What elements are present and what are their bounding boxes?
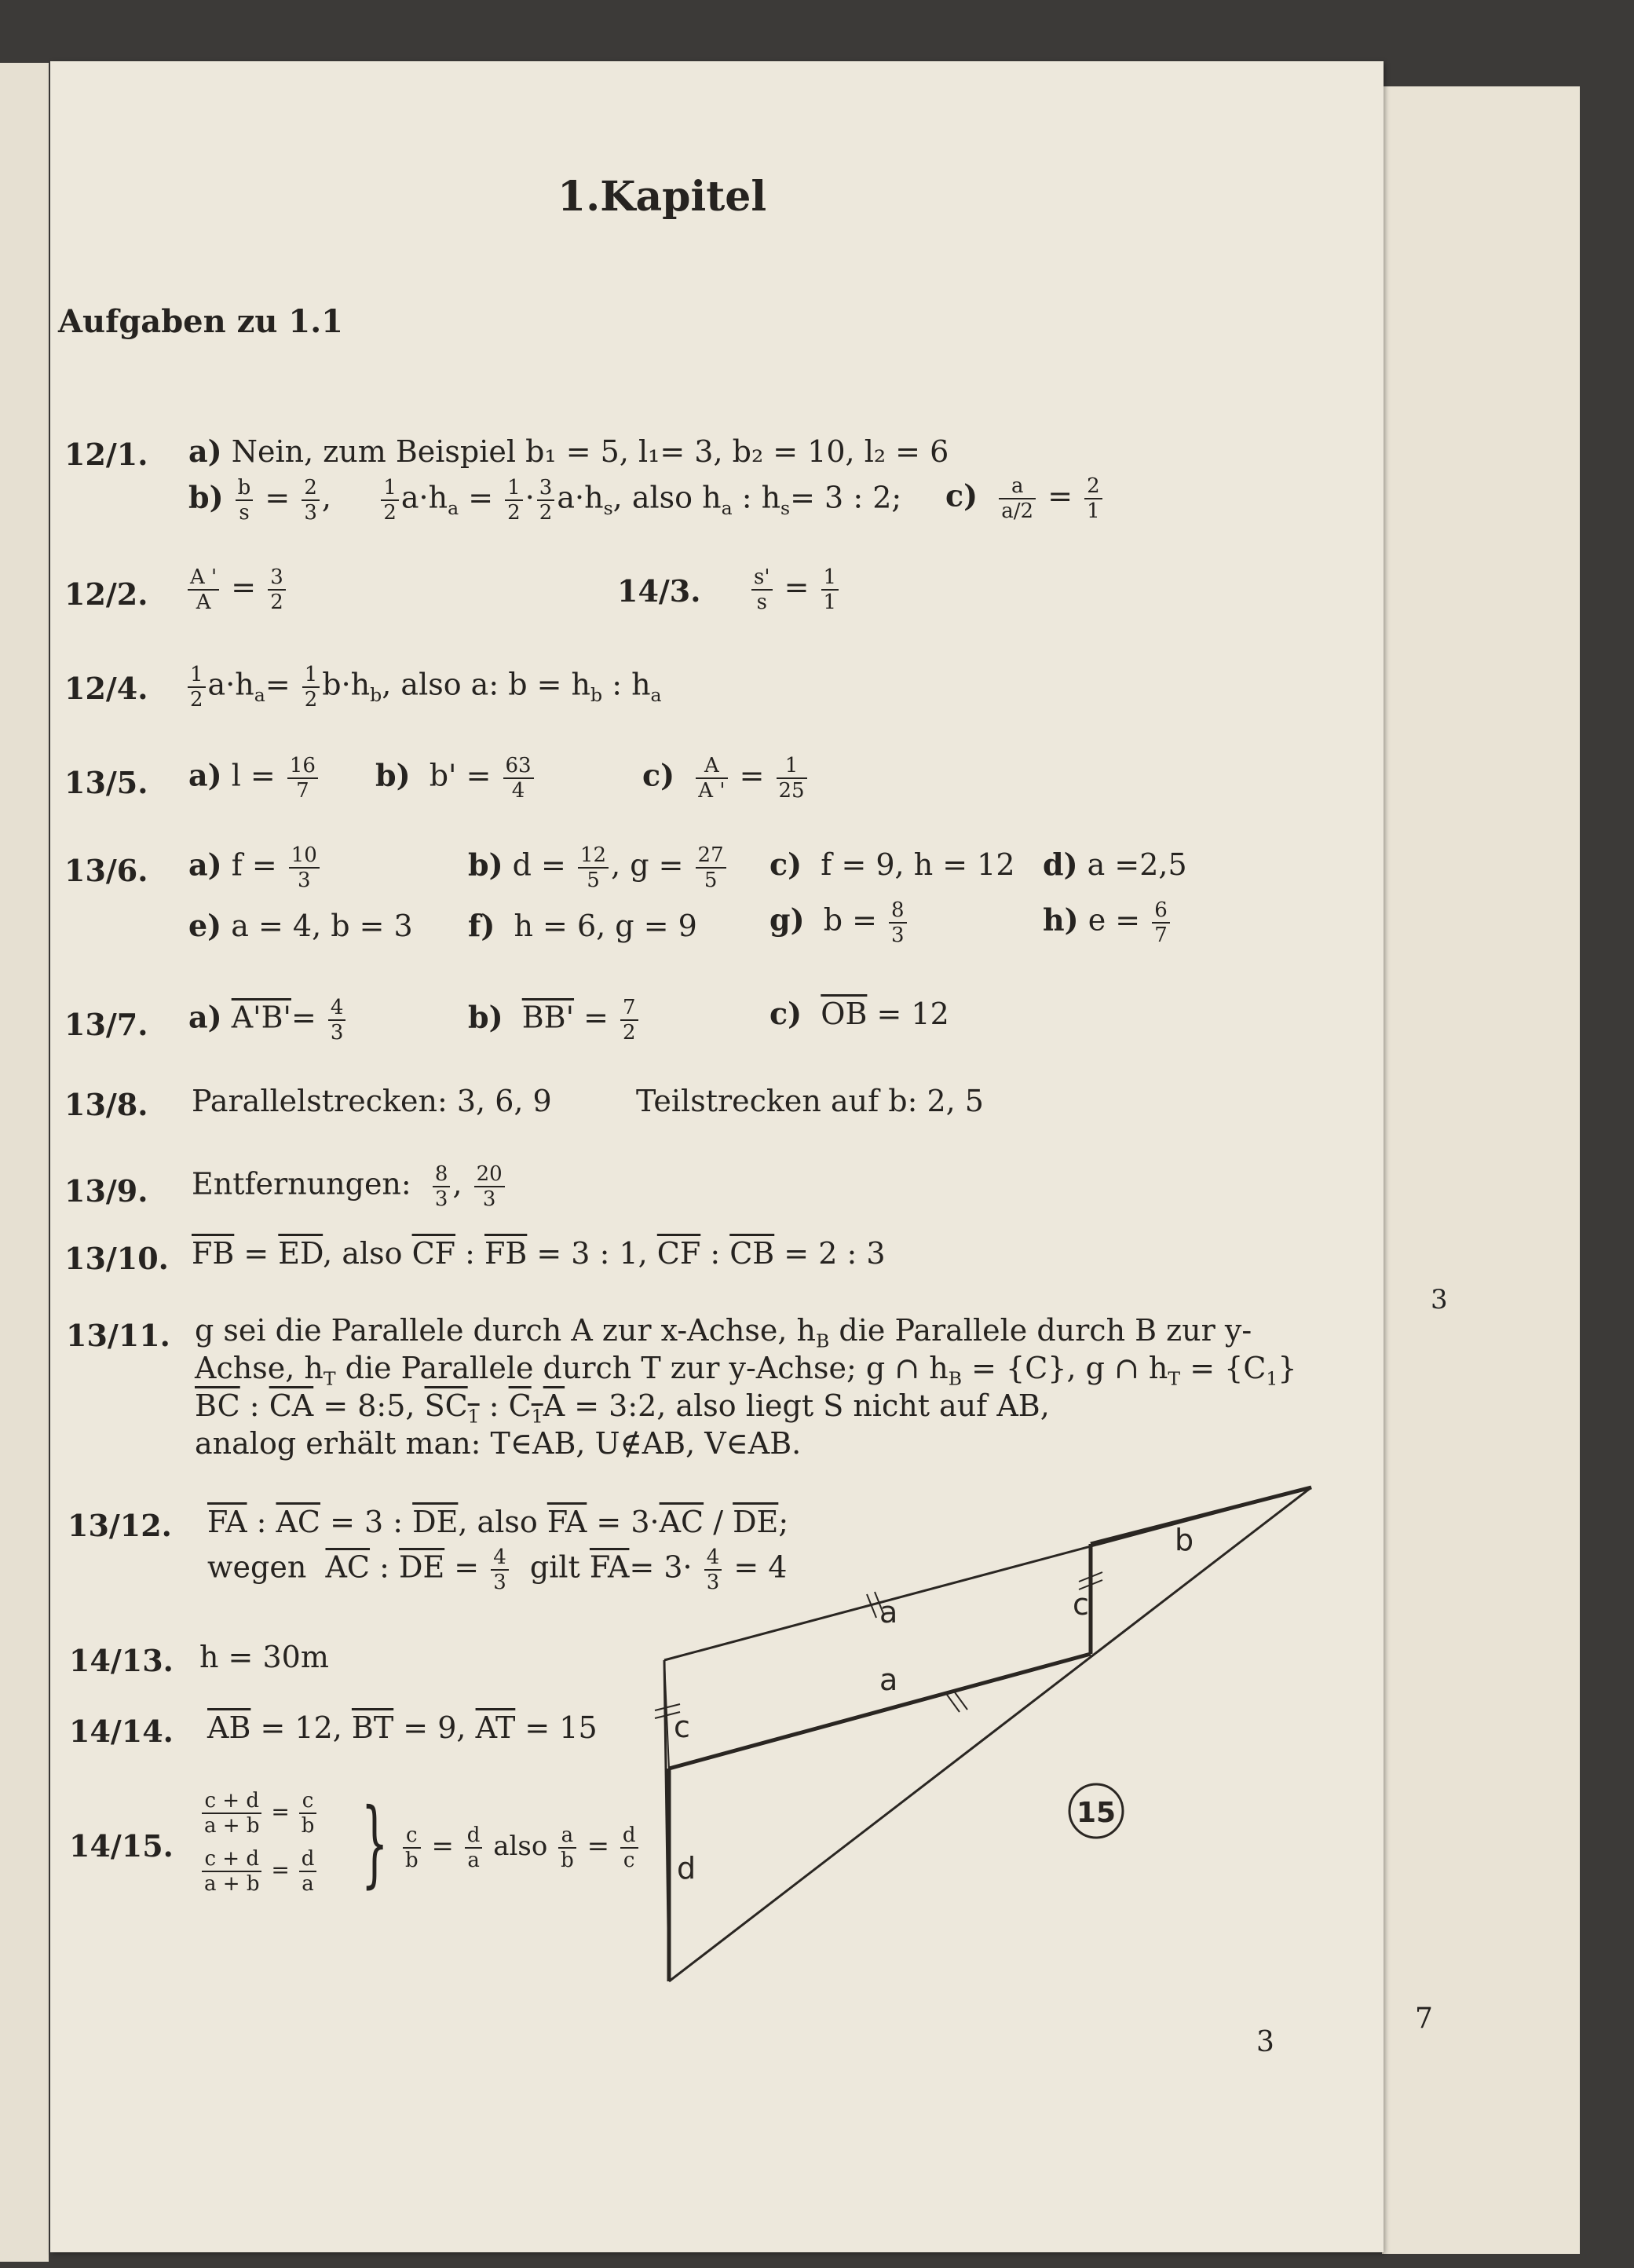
exercise-number: 13/11. [66, 1318, 170, 1353]
exercise-line: c) $\overline{OB} = 12$ [769, 996, 949, 1031]
exercise-line: a) f = $\frac{10}{3}$ [188, 843, 322, 892]
exercise-number: 13/12. [68, 1508, 172, 1543]
exercise-line: $\overline{BC}$ : $\overline{CA}$ = 8:5, $SC_1$ : $C_1A$ = 3:2, also liegt S nicht auf AB, [195, 1388, 1050, 1428]
exercise-number: 14/15. [69, 1828, 174, 1864]
exercise-number: 12/4. [64, 671, 148, 706]
exercise-line: g) b = $\frac{8}{3}$ [769, 898, 909, 947]
label-a-upper: a [879, 1595, 898, 1630]
underlying-page [1382, 86, 1580, 2254]
exercise-line: a) l = $\frac{16}{7}$ [188, 754, 320, 803]
exercise-number: 12/2. [64, 576, 148, 612]
geometry-figure [592, 1420, 1330, 2001]
exercise-line: $\frac{s'}{s}$ = $\frac{1}{1}$ [749, 565, 841, 614]
section-heading: Aufgaben zu 1.1 [58, 303, 343, 340]
exercise-line: a) Nein, zum Beispiel b₁ = 5, l₁= 3, b₂ = 10, l₂ = 6 [188, 433, 949, 469]
exercise-line: b) BB' = $\frac{7}{2}$ [468, 996, 641, 1044]
label-c-left: c [674, 1710, 690, 1744]
exercise-number: 14/13. [69, 1643, 174, 1678]
exercise-line: Entfernungen: $\frac{8}{3}$ , $\frac{20}{3}$ [192, 1162, 507, 1211]
left-page-edge [0, 63, 49, 2262]
page-number: 3 [1256, 2026, 1274, 2058]
hypotenuse-line [669, 1487, 1311, 1981]
exercise-line: b) $\frac{b}{s}$ = $\frac{2}{3}$ , $\frac{1}{2}$ $a\cdot h_a$ = $\frac{1}{2}$ · $\frac{3}{2}$ $a\cdot h_s$, also $h_a$ : $h_s= 3$ : 2; [188, 476, 902, 525]
exercise-line: $\overline{AB} = 12$, $\overline{BT} = 9$, $\overline{AT} = 15$ [207, 1710, 598, 1745]
label-c-right: c [1073, 1587, 1089, 1622]
segment-b [1091, 1487, 1311, 1544]
label-b: b [1175, 1523, 1194, 1557]
exercise-line: g sei die Parallele durch A zur x-Achse, $h_B$ die Parallele durch B zur y- [195, 1313, 1252, 1352]
exercise-line: analog erhält man: T∈AB, U∉AB, V∈AB. [195, 1426, 802, 1461]
exercise-number: 12/1. [64, 437, 148, 472]
exercise-number: 14/3. [617, 573, 701, 609]
exercise-line: a) A'B'= $\frac{4}{3}$ [188, 996, 348, 1044]
exercise-line: $\overline{FA}$ : $\overline{AC} = 3$ : $\overline{DE}$, also $\overline{FA} = 3\cdot\overline{AC} / \overline{DE}$; [207, 1505, 789, 1539]
exercise-line: $\overline{FB} = \overline{ED}$, also $\overline{CF}$ : $\overline{FB} = 3$ : 1, $\overline{CF}$ : $\overline{CB} = 2$ : 3 [192, 1236, 886, 1271]
exercise-line: c) $\frac{A}{A '}$ = $\frac{1}{25}$ [642, 754, 810, 803]
exercise-number: 14/14. [69, 1714, 174, 1749]
exercise-number: 13/6. [64, 853, 148, 888]
underlying-page-number: 7 [1415, 2003, 1433, 2035]
exercise-line: $\frac{1}{2}$ $a\cdot h_a=$ $\frac{1}{2}$ $b\cdot h_b$, also a: $b = h_b$ : $h_a$ [185, 663, 662, 711]
exercise-line: c) f = 9, h = 12 [769, 847, 1015, 882]
exercise-line: h) e = $\frac{6}{7}$ [1043, 898, 1172, 947]
exercise-line: b) d = $\frac{12}{5}$ , g = $\frac{27}{5}$ [468, 843, 729, 892]
page-title: 1.Kapitel [557, 173, 767, 221]
exercise-number: 13/5. [64, 765, 148, 800]
exercise-line: f) h = 6, g = 9 [468, 908, 697, 943]
label-a-lower: a [879, 1663, 898, 1697]
exercise-line: e) a = 4, b = 3 [188, 908, 413, 943]
exercise-line: Achse, $h_T$ die Parallele durch T zur y-Achse; g ∩ $h_B = \{C\}$, g ∩ $h_T = \{C_1\}$ [195, 1351, 1297, 1390]
label-d: d [677, 1851, 696, 1886]
exercise-line: Parallelstrecken: 3, 6, 9 [192, 1084, 552, 1118]
exercise-line: b) b' = $\frac{63}{4}$ [375, 754, 536, 803]
exercise-line: wegen $\overline{AC}$ : $\overline{DE}$ = $\frac{4}{3}$ gilt $\overline{FA}= 3\cdot$ $\frac{4}{3}$ = 4 [207, 1546, 788, 1594]
exercise-number: 13/7. [64, 1007, 148, 1042]
exercise-number: 13/9. [64, 1173, 148, 1209]
exercise-line: h = 30m [199, 1640, 329, 1674]
exercise-number: 13/8. [64, 1087, 148, 1122]
exercise-line: $\frac{A '}{A}$ = $\frac{3}{2}$ [185, 565, 288, 614]
exercise-line: d) a =2,5 [1043, 847, 1187, 882]
exercise-line: Teilstrecken auf b: 2, 5 [636, 1084, 984, 1118]
underlying-page-mark: 3 [1431, 1284, 1448, 1315]
exercise-line: c) $\frac{a}{a/2}$ = $\frac{2}{1}$ [945, 474, 1105, 523]
exercise-number: 13/10. [64, 1241, 169, 1276]
book-page: 1.Kapitel Aufgaben zu 1.1 12/1. a) Nein, zum Beispiel b₁ = 5, l₁= 3, b₂ = 10, l₂ = 6 b) $\frac{b}{s}$ = $\frac{2}{3}$ , $\frac{1}{2}$ $a\cdot h_a$ = $\frac{1}{2}$ · $\frac{3}{2}$ $a\cdot h_s$, also $h_a$ : $h_s= 3$ : 2; c) $\frac{a}{a/2}$ = $\frac{2}{1}$ 12/2. $\frac{A '}{A}$ = $\frac{3}{2}$ 14/3. $\frac{s'}{s}$ = $\frac{1}{1}$ 12/4. $\frac{1}{2}$ $a\cdot h_a=$ $\frac{1}{2}$ $b\cdot h_b$, also a: $b = h_b$ : $h_a$ 13/5. a) l = $\frac{16}{7}$ b) b' = $\frac{63}{4}$ c) $\frac{A}{A '}$ = $\frac{1}{25}$ 13/6. a) f = $\frac{10}{3}$ b) d = $\frac{12}{5}$ , g = $\frac{27}{5}$ c) f = 9, h = 12 d) a =2,5 e) a = 4, b = 3 f) h = 6, g = 9 g) b = $\frac{8}{3}$ h) e = $\frac{6}{7}$ 13/7. a) A'B'= $\frac{4}{3}$ b) BB' = $\frac{7}{2}$ c) $\overline{OB} = 12$ 13/8. Parallelstrecken: 3, 6, 9 Teilstrecken auf b: 2, 5 13/9. Entfernungen: $\frac{8}{3}$ , $\frac{20}{3}$ 13/10. $\overline{FB} = \overline{ED}$, also $\overline{CF}$ : $\overline{FB} = 3$ : 1, $\overline{CF}$ : $\overline{CB} = 2$ : 3 13/11. g sei die Parallele durch A zur x-Achse, $h_B$ die Parallele durch B zur y- Achse, $h_T$ die Parallele durch T zur y-Achse; g ∩ $h_B = \{C\}$, g ∩ $h_T = \{C_1\}$ $\overline{BC}$ : $\overline{CA}$ = 8:5, $SC_1$ : $C_1A$ = 3:2, also liegt S nicht auf AB, analog erhält man: T∈AB, U∉AB, V∈AB. 13/12. $\overline{FA}$ : $\overline{AC} = 3$ : $\overline{DE}$, also $\overline{FA} = 3\cdot\overline{AC} / \overline{DE}$; wegen $\overline{AC}$ : $\overline{DE}$ = $\frac{4}{3}$ gilt $\overline{FA}= 3\cdot$ $\frac{4}{3}$ = 4 14/13. h = 30m 14/14. $\overline{AB} = 12$, $\overline{BT} = 9$, $\overline{AT} = 15$ 14/15. $\frac{c + d}{a + b}$ = $\frac{c}{b}$ $\frac{c + d}{a + b}$ = $\frac{d}{a}$ } $\frac{c}{b}$ = $\frac{d}{a}$ also $\frac{a}{b}$ = $\frac{d}{c}$ a a b c c d 15 3 [50, 61, 1384, 2252]
figure-number: 15 [1076, 1797, 1117, 1829]
